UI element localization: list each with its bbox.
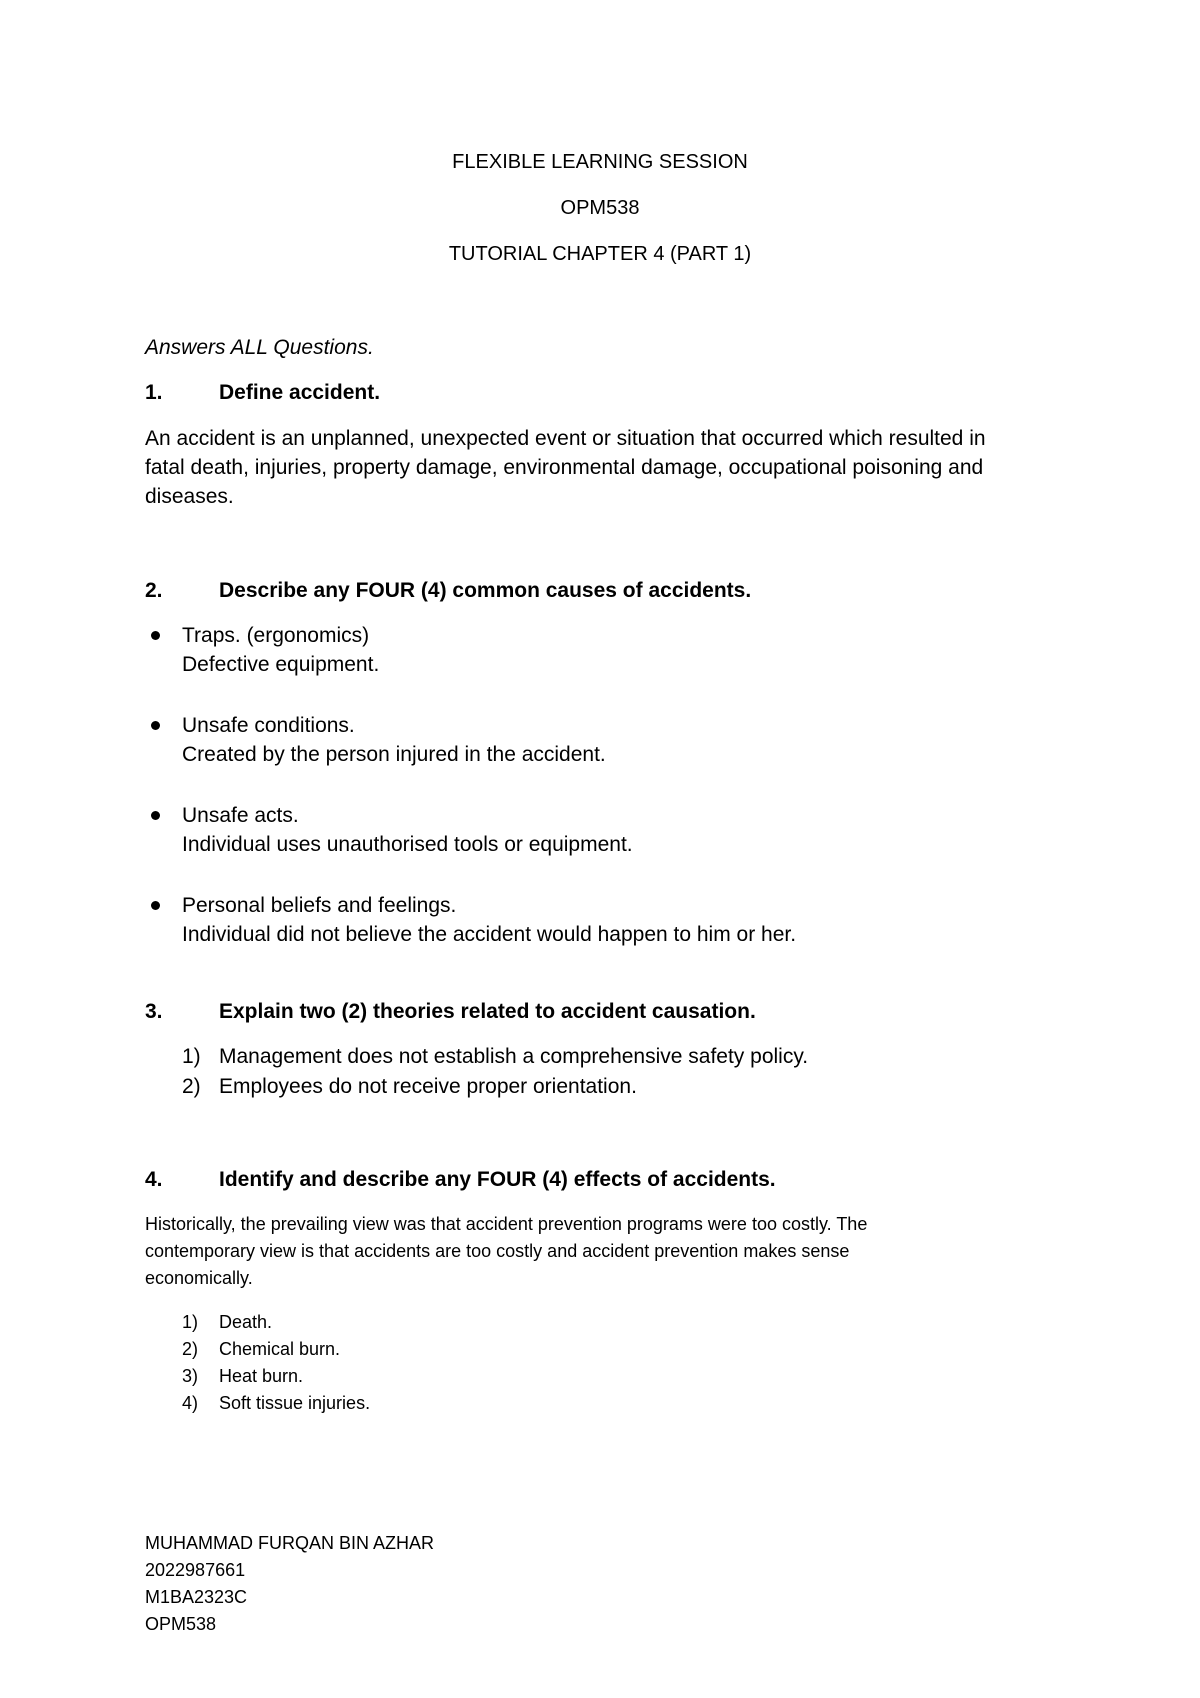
tutorial-title: TUTORIAL CHAPTER 4 (PART 1) <box>448 243 752 265</box>
student-name: MUHAMMAD FURQAN BIN AZHAR <box>145 1533 435 1553</box>
question-4-intro-line: Historically, the prevailing view was that accident prevention programs were too costly. The <box>145 1214 868 1234</box>
session-title: FLEXIBLE LEARNING SESSION <box>452 151 748 173</box>
cause-detail: Defective equipment. <box>182 653 380 676</box>
question-3-number: 3. <box>145 1000 163 1023</box>
student-id: 2022987661 <box>145 1560 246 1580</box>
list-item-number: 4) <box>182 1393 199 1413</box>
effect-item: Chemical burn. <box>219 1339 341 1359</box>
list-item-number: 1) <box>182 1312 199 1332</box>
bullet-icon <box>151 631 160 640</box>
list-item-number: 1) <box>182 1045 201 1068</box>
instruction-text: Answers ALL Questions. <box>145 336 374 359</box>
question-3-text: Explain two (2) theories related to accident causation. <box>219 1000 756 1023</box>
bullet-icon <box>151 811 160 820</box>
question-1-text: Define accident. <box>219 381 381 404</box>
question-4-intro-line: contemporary view is that accidents are too costly and accident prevention makes sense <box>145 1241 850 1261</box>
cause-title: Traps. (ergonomics) <box>182 624 370 647</box>
theory-item: Employees do not receive proper orientation. <box>219 1075 637 1098</box>
bullet-icon <box>151 721 160 730</box>
theory-item: Management does not establish a comprehensive safety policy. <box>219 1045 809 1068</box>
course-code: OPM538 <box>560 197 640 219</box>
cause-detail: Individual did not believe the accident would happen to him or her. <box>182 923 797 946</box>
list-item-number: 2) <box>182 1075 201 1098</box>
question-4-number: 4. <box>145 1168 163 1191</box>
cause-title: Unsafe conditions. <box>182 714 355 737</box>
question-4-text: Identify and describe any FOUR (4) effects of accidents. <box>219 1168 776 1191</box>
effect-item: Heat burn. <box>219 1366 304 1386</box>
question-1-answer-line: diseases. <box>145 485 234 508</box>
question-1-answer-line: fatal death, injuries, property damage, environmental damage, occupational poisoning and <box>145 456 984 479</box>
effect-item: Soft tissue injuries. <box>219 1393 371 1413</box>
question-2-text: Describe any FOUR (4) common causes of accidents. <box>219 579 752 602</box>
question-1-answer-line: An accident is an unplanned, unexpected event or situation that occurred which resulted in <box>145 427 986 450</box>
student-group: M1BA2323C <box>145 1587 248 1607</box>
list-item-number: 3) <box>182 1366 199 1386</box>
effect-item: Death. <box>219 1312 273 1332</box>
bullet-icon <box>151 901 160 910</box>
cause-detail: Individual uses unauthorised tools or equipment. <box>182 833 633 856</box>
cause-title: Personal beliefs and feelings. <box>182 894 457 917</box>
cause-detail: Created by the person injured in the accident. <box>182 743 606 766</box>
question-4-intro-line: economically. <box>145 1268 253 1288</box>
list-item-number: 2) <box>182 1339 199 1359</box>
question-2-number: 2. <box>145 579 163 602</box>
cause-title: Unsafe acts. <box>182 804 299 827</box>
footer-course-code: OPM538 <box>145 1614 217 1634</box>
question-1-number: 1. <box>145 381 163 404</box>
